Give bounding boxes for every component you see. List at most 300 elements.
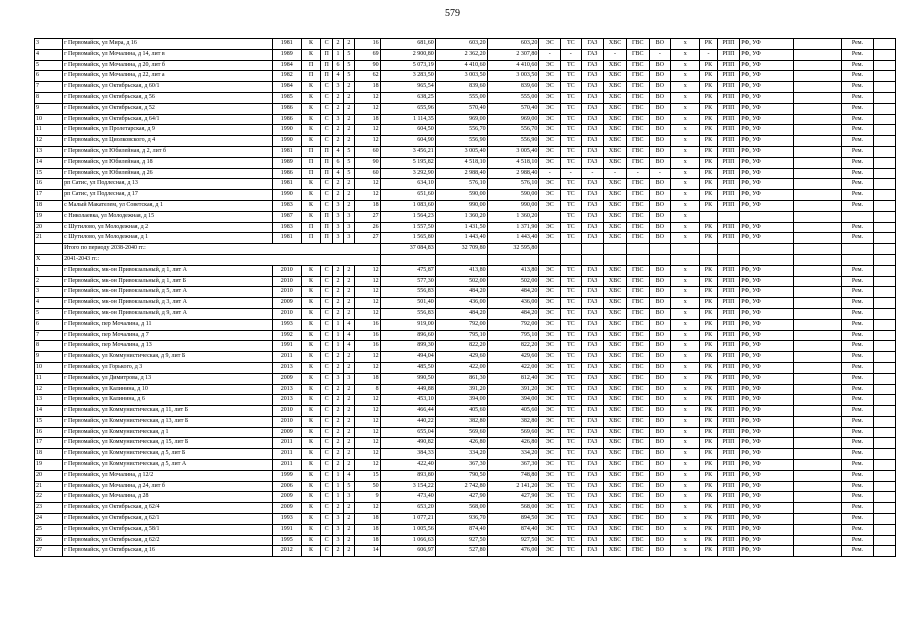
empty-cell <box>874 222 896 233</box>
empty-cell <box>649 244 671 255</box>
residential-area-cell: 2 307,80 <box>487 49 539 60</box>
address-cell: г Первомайск, ул Октябрьская, д 16 <box>63 546 273 557</box>
facade-rpp-cell: РПП <box>717 168 740 179</box>
cold-water-cell: ХВС <box>604 200 627 211</box>
entrances-cell: 5 <box>343 60 354 71</box>
heat-cell: ТС <box>561 287 582 298</box>
gas-cell: - <box>581 168 604 179</box>
blank-cell <box>794 319 842 330</box>
total-area-cell: 634,10 <box>380 179 435 190</box>
apartments-cell: 12 <box>354 298 380 309</box>
cold-water-cell: ХВС <box>604 535 627 546</box>
facade-rpp-cell: РПП <box>717 222 740 233</box>
blank-cell <box>794 492 842 503</box>
living-area-cell: 391,20 <box>435 384 487 395</box>
facade-rpp-cell: РПП <box>717 190 740 201</box>
roof-cell: РК <box>700 103 717 114</box>
drainage-cell: ВО <box>649 265 671 276</box>
apartments-cell: 62 <box>354 71 380 82</box>
type-cell: С <box>321 298 333 309</box>
electricity-cell: ЭС <box>539 136 561 147</box>
total-area-sum: 37 084,83 <box>380 244 435 255</box>
drainage-cell: ВО <box>649 233 671 244</box>
table-row <box>35 222 896 233</box>
entrances-cell: 4 <box>343 330 354 341</box>
year-cell: 1986 <box>272 114 301 125</box>
row-number: 27 <box>35 546 63 557</box>
roof-cell: РК <box>700 535 717 546</box>
apartments-cell: 18 <box>354 373 380 384</box>
entrances-cell: 3 <box>343 222 354 233</box>
roof-cell: - <box>700 49 717 60</box>
material-cell: К <box>301 341 320 352</box>
address-cell: с Николаевка, ул Молодежная, д 15 <box>63 211 273 222</box>
gas-cell: ГАЗ <box>581 427 604 438</box>
year-cell: 2010 <box>272 308 301 319</box>
floors-cell: 4 <box>333 168 344 179</box>
x-mark-cell: х <box>671 319 700 330</box>
cold-water-cell: ХВС <box>604 222 627 233</box>
year-cell: 1989 <box>272 157 301 168</box>
repair-cell: Рем. <box>841 114 873 125</box>
total-area-cell: 1 565,80 <box>380 233 435 244</box>
total-area-cell: 899,30 <box>380 341 435 352</box>
apartments-cell: 8 <box>354 384 380 395</box>
facade-rpp-cell: РПП <box>717 524 740 535</box>
facade-rf-uf-cell: РФ, УФ <box>740 352 794 363</box>
facade-rf-uf-cell: РФ, УФ <box>740 157 794 168</box>
repair-cell: Рем. <box>841 406 873 417</box>
hot-water-cell: ГВС <box>626 136 649 147</box>
x-mark-cell: х <box>671 427 700 438</box>
electricity-cell: ЭС <box>539 330 561 341</box>
address-cell: г Первомайск, мк-он Привокзальный, д 1, лит А <box>63 265 273 276</box>
residential-area-cell: 795,10 <box>487 330 539 341</box>
table-row <box>35 308 896 319</box>
type-cell: С <box>321 265 333 276</box>
residential-area-cell: 1 360,20 <box>487 211 539 222</box>
address-cell: г Первомайск, ул Октябрьская, д 52 <box>63 103 273 114</box>
floors-cell: 4 <box>333 146 344 157</box>
table-row <box>35 211 896 222</box>
living-area-cell: 2 988,40 <box>435 168 487 179</box>
apartments-cell: 15 <box>354 470 380 481</box>
roof-cell: РК <box>700 449 717 460</box>
repair-cell: Рем. <box>841 514 873 525</box>
address-cell: г Первомайск, ул Октябрьская, д 62/2 <box>63 535 273 546</box>
row-number: 12 <box>35 384 63 395</box>
x-mark-cell: х <box>671 211 700 222</box>
blank-cell <box>794 211 842 222</box>
table-row <box>35 503 896 514</box>
row-number: 8 <box>35 341 63 352</box>
address-cell: г Первомайск, пер Мочалина, д 11 <box>63 319 273 330</box>
table-row <box>35 341 896 352</box>
empty-cell <box>874 265 896 276</box>
cold-water-cell: ХВС <box>604 157 627 168</box>
cold-water-cell: ХВС <box>604 136 627 147</box>
address-cell: г Первомайск, ул Октябрьская, д 56 <box>63 92 273 103</box>
gas-cell: ГАЗ <box>581 103 604 114</box>
total-area-cell: 1 557,50 <box>380 222 435 233</box>
row-number: 19 <box>35 211 63 222</box>
drainage-cell: ВО <box>649 287 671 298</box>
floors-cell: 3 <box>333 535 344 546</box>
address-cell: г Первомайск, мк-он Привокзальный, д 1, лит Б <box>63 276 273 287</box>
living-area-cell: 795,10 <box>435 330 487 341</box>
x-mark-cell: х <box>671 449 700 460</box>
x-mark-cell: х <box>671 157 700 168</box>
material-cell: К <box>301 449 320 460</box>
cold-water-cell: ХВС <box>604 298 627 309</box>
blank-cell <box>794 330 842 341</box>
empty-cell <box>581 244 604 255</box>
total-area-cell: 3 154,22 <box>380 481 435 492</box>
gas-cell: ГАЗ <box>581 125 604 136</box>
cold-water-cell: ХВС <box>604 546 627 557</box>
drainage-cell: ВО <box>649 481 671 492</box>
floors-cell: 2 <box>333 352 344 363</box>
facade-rpp-cell: РПП <box>717 265 740 276</box>
blank-cell <box>794 71 842 82</box>
facade-rf-uf-cell <box>740 211 794 222</box>
total-area-cell: 1 005,56 <box>380 524 435 535</box>
material-cell: К <box>301 319 320 330</box>
blank-cell <box>794 438 842 449</box>
x-mark-cell: х <box>671 341 700 352</box>
electricity-cell: ЭС <box>539 492 561 503</box>
address-cell: г Первомайск, пер Мочалина, д 7 <box>63 330 273 341</box>
blank-cell <box>794 168 842 179</box>
row-number: 21 <box>35 481 63 492</box>
roof-cell: РК <box>700 298 717 309</box>
year-cell: 2011 <box>272 460 301 471</box>
address-cell: рп Сатис, ул Подлесная, д 13 <box>63 179 273 190</box>
x-mark-cell: х <box>671 125 700 136</box>
heat-cell: ТС <box>561 276 582 287</box>
apartments-cell: 90 <box>354 157 380 168</box>
material-cell: К <box>301 395 320 406</box>
empty-cell <box>874 524 896 535</box>
living-area-cell: 484,20 <box>435 308 487 319</box>
empty-cell <box>874 481 896 492</box>
year-cell: 1982 <box>272 71 301 82</box>
electricity-cell: ЭС <box>539 39 561 50</box>
living-area-cell: 484,20 <box>435 287 487 298</box>
material-cell: К <box>301 492 320 503</box>
entrances-cell: 2 <box>343 125 354 136</box>
row-number: 15 <box>35 416 63 427</box>
hot-water-cell: ГВС <box>626 535 649 546</box>
floors-cell: 2 <box>333 287 344 298</box>
table-row <box>35 373 896 384</box>
cold-water-cell: ХВС <box>604 60 627 71</box>
heat-cell: ТС <box>561 524 582 535</box>
facade-rf-uf-cell: РФ, УФ <box>740 416 794 427</box>
apartments-cell: 18 <box>354 524 380 535</box>
table-row <box>35 114 896 125</box>
empty-cell <box>874 276 896 287</box>
material-cell: К <box>301 276 320 287</box>
living-area-cell: 426,80 <box>435 438 487 449</box>
empty-cell <box>561 254 582 265</box>
empty-cell <box>740 254 794 265</box>
row-number: 15 <box>35 168 63 179</box>
facade-rpp-cell: РПП <box>717 438 740 449</box>
facade-rf-uf-cell: РФ, УФ <box>740 384 794 395</box>
repair-cell: Рем. <box>841 546 873 557</box>
repair-cell: Рем. <box>841 503 873 514</box>
empty-cell <box>874 211 896 222</box>
year-cell: 1989 <box>272 49 301 60</box>
entrances-cell: 2 <box>343 179 354 190</box>
empty-cell <box>539 254 561 265</box>
blank-cell <box>794 49 842 60</box>
blank-cell <box>794 406 842 417</box>
heat-cell: ТС <box>561 103 582 114</box>
drainage-cell: ВО <box>649 39 671 50</box>
year-cell: 2009 <box>272 427 301 438</box>
empty-cell <box>874 416 896 427</box>
facade-rpp-cell: РПП <box>717 136 740 147</box>
hot-water-cell: ГВС <box>626 373 649 384</box>
gas-cell: ГАЗ <box>581 190 604 201</box>
material-cell: К <box>301 546 320 557</box>
type-cell: С <box>321 92 333 103</box>
hot-water-cell: ГВС <box>626 92 649 103</box>
residential-area-cell: 556,70 <box>487 125 539 136</box>
table-row <box>35 287 896 298</box>
row-number: 18 <box>35 449 63 460</box>
living-area-cell: 502,00 <box>435 276 487 287</box>
apartments-cell: 12 <box>354 352 380 363</box>
total-area-cell: 556,83 <box>380 287 435 298</box>
living-area-cell: 427,90 <box>435 492 487 503</box>
year-cell: 2011 <box>272 352 301 363</box>
entrances-cell: 5 <box>343 49 354 60</box>
entrances-cell: 2 <box>343 352 354 363</box>
row-number: 14 <box>35 157 63 168</box>
entrances-cell: 5 <box>343 157 354 168</box>
row-number: 4 <box>35 49 63 60</box>
electricity-cell: - <box>539 168 561 179</box>
apartments-cell: 12 <box>354 103 380 114</box>
address-cell: г Первомайск, ул Мочалина, д 12/2 <box>63 470 273 481</box>
cold-water-cell: ХВС <box>604 39 627 50</box>
electricity-cell: ЭС <box>539 233 561 244</box>
electricity-cell: ЭС <box>539 276 561 287</box>
cold-water-cell: ХВС <box>604 395 627 406</box>
x-mark-cell: х <box>671 200 700 211</box>
apartments-cell: 12 <box>354 276 380 287</box>
type-cell: С <box>321 39 333 50</box>
page-number: 579 <box>445 8 460 19</box>
blank-cell <box>794 546 842 557</box>
cold-water-cell: ХВС <box>604 362 627 373</box>
floors-cell: 2 <box>333 416 344 427</box>
section-header-row <box>35 254 896 265</box>
facade-rpp-cell: РПП <box>717 103 740 114</box>
gas-cell: ГАЗ <box>581 470 604 481</box>
floors-cell: 1 <box>333 319 344 330</box>
x-mark-cell: х <box>671 287 700 298</box>
entrances-cell: 2 <box>343 308 354 319</box>
material-cell: К <box>301 330 320 341</box>
heat-cell: ТС <box>561 200 582 211</box>
total-area-cell: 681,60 <box>380 39 435 50</box>
hot-water-cell: ГВС <box>626 190 649 201</box>
gas-cell: ГАЗ <box>581 211 604 222</box>
repair-cell: Рем. <box>841 49 873 60</box>
drainage-cell: ВО <box>649 438 671 449</box>
total-area-cell: 3 283,50 <box>380 71 435 82</box>
blank-cell <box>794 481 842 492</box>
facade-rpp-cell: РПП <box>717 146 740 157</box>
residential-area-cell: 502,00 <box>487 276 539 287</box>
material-cell: П <box>301 222 320 233</box>
cold-water-cell: ХВС <box>604 146 627 157</box>
type-cell: С <box>321 200 333 211</box>
x-mark-cell: х <box>671 352 700 363</box>
living-area-cell: 334,20 <box>435 449 487 460</box>
drainage-cell: ВО <box>649 341 671 352</box>
repair-cell: Рем. <box>841 136 873 147</box>
residential-area-cell: 476,00 <box>487 546 539 557</box>
x-mark-cell: х <box>671 222 700 233</box>
address-cell: г Первомайск, ул Октябрьская, д 64/1 <box>63 114 273 125</box>
cold-water-cell: ХВС <box>604 514 627 525</box>
material-cell: П <box>301 233 320 244</box>
floors-cell: 3 <box>333 514 344 525</box>
x-mark-cell: х <box>671 265 700 276</box>
type-cell: С <box>321 136 333 147</box>
electricity-cell: ЭС <box>539 200 561 211</box>
blank-cell <box>794 92 842 103</box>
entrances-cell: 2 <box>343 39 354 50</box>
heat-cell: ТС <box>561 319 582 330</box>
hot-water-cell: ГВС <box>626 125 649 136</box>
residential-area-cell: 4 410,60 <box>487 60 539 71</box>
year-cell: 2010 <box>272 406 301 417</box>
gas-cell: ГАЗ <box>581 157 604 168</box>
roof-cell: РК <box>700 416 717 427</box>
hot-water-cell: ГВС <box>626 330 649 341</box>
facade-rf-uf-cell: РФ, УФ <box>740 287 794 298</box>
facade-rf-uf-cell: РФ, УФ <box>740 438 794 449</box>
empty-cell <box>874 179 896 190</box>
x-mark-cell: х <box>671 384 700 395</box>
facade-rf-uf-cell: РФ, УФ <box>740 449 794 460</box>
material-cell: К <box>301 287 320 298</box>
apartments-cell: 12 <box>354 308 380 319</box>
type-cell: П <box>321 157 333 168</box>
address-cell: с Шутилово, ул Молодежная, д 2 <box>63 222 273 233</box>
cold-water-cell: ХВС <box>604 190 627 201</box>
x-mark-cell: х <box>671 308 700 319</box>
total-area-cell: 440,22 <box>380 416 435 427</box>
cold-water-cell: ХВС <box>604 427 627 438</box>
facade-rpp-cell <box>717 211 740 222</box>
entrances-cell: 2 <box>343 524 354 535</box>
cold-water-cell: ХВС <box>604 449 627 460</box>
cold-water-cell: ХВС <box>604 125 627 136</box>
year-cell: 2009 <box>272 298 301 309</box>
residential-area-cell: 382,80 <box>487 416 539 427</box>
apartments-cell: 18 <box>354 514 380 525</box>
empty-cell <box>874 449 896 460</box>
entrances-cell: 2 <box>343 136 354 147</box>
type-cell: С <box>321 492 333 503</box>
address-cell: г Первомайск, ул Калинина, д 10 <box>63 384 273 395</box>
gas-cell: ГАЗ <box>581 233 604 244</box>
electricity-cell: ЭС <box>539 60 561 71</box>
table-row <box>35 136 896 147</box>
facade-rpp-cell: РПП <box>717 460 740 471</box>
residential-area-cell: 927,50 <box>487 535 539 546</box>
year-cell: 1983 <box>272 222 301 233</box>
year-cell: 1984 <box>272 82 301 93</box>
floors-cell: 1 <box>333 470 344 481</box>
apartments-cell: 18 <box>354 82 380 93</box>
x-mark-cell: х <box>671 416 700 427</box>
blank-cell <box>794 82 842 93</box>
facade-rf-uf-cell: РФ, УФ <box>740 395 794 406</box>
drainage-cell: ВО <box>649 319 671 330</box>
year-cell: 1981 <box>272 39 301 50</box>
total-area-cell: 653,20 <box>380 503 435 514</box>
facade-rf-uf-cell: РФ, УФ <box>740 125 794 136</box>
floors-cell: 3 <box>333 373 344 384</box>
electricity-cell: ЭС <box>539 298 561 309</box>
hot-water-cell: ГВС <box>626 384 649 395</box>
type-cell: С <box>321 103 333 114</box>
type-cell: С <box>321 287 333 298</box>
drainage-cell: ВО <box>649 460 671 471</box>
total-area-cell: 606,97 <box>380 546 435 557</box>
facade-rf-uf-cell: РФ, УФ <box>740 82 794 93</box>
residential-area-cell: 569,60 <box>487 427 539 438</box>
apartments-cell: 69 <box>354 49 380 60</box>
gas-cell: ГАЗ <box>581 265 604 276</box>
empty-cell <box>874 114 896 125</box>
total-area-cell: 1 083,60 <box>380 200 435 211</box>
address-cell: г Первомайск, ул Мира, д 16 <box>63 39 273 50</box>
blank-cell <box>794 308 842 319</box>
year-cell: 1987 <box>272 211 301 222</box>
material-cell: П <box>301 168 320 179</box>
heat-cell: - <box>561 49 582 60</box>
cold-water-cell: ХВС <box>604 341 627 352</box>
empty-cell <box>874 190 896 201</box>
cold-water-cell: ХВС <box>604 470 627 481</box>
drainage-cell: ВО <box>649 449 671 460</box>
type-cell: С <box>321 460 333 471</box>
type-cell: С <box>321 276 333 287</box>
address-cell: г Первомайск, ул Циолковского, д 4 <box>63 136 273 147</box>
roof-cell: РК <box>700 222 717 233</box>
facade-rpp-cell: РПП <box>717 330 740 341</box>
gas-cell: ГАЗ <box>581 460 604 471</box>
apartments-cell: 12 <box>354 287 380 298</box>
entrances-cell: 2 <box>343 503 354 514</box>
floors-cell: 2 <box>333 427 344 438</box>
row-number: 4 <box>35 298 63 309</box>
drainage-cell: ВО <box>649 211 671 222</box>
apartments-cell: 27 <box>354 211 380 222</box>
section-number: X <box>35 254 63 265</box>
floors-cell: 2 <box>333 92 344 103</box>
repair-cell: Рем. <box>841 168 873 179</box>
